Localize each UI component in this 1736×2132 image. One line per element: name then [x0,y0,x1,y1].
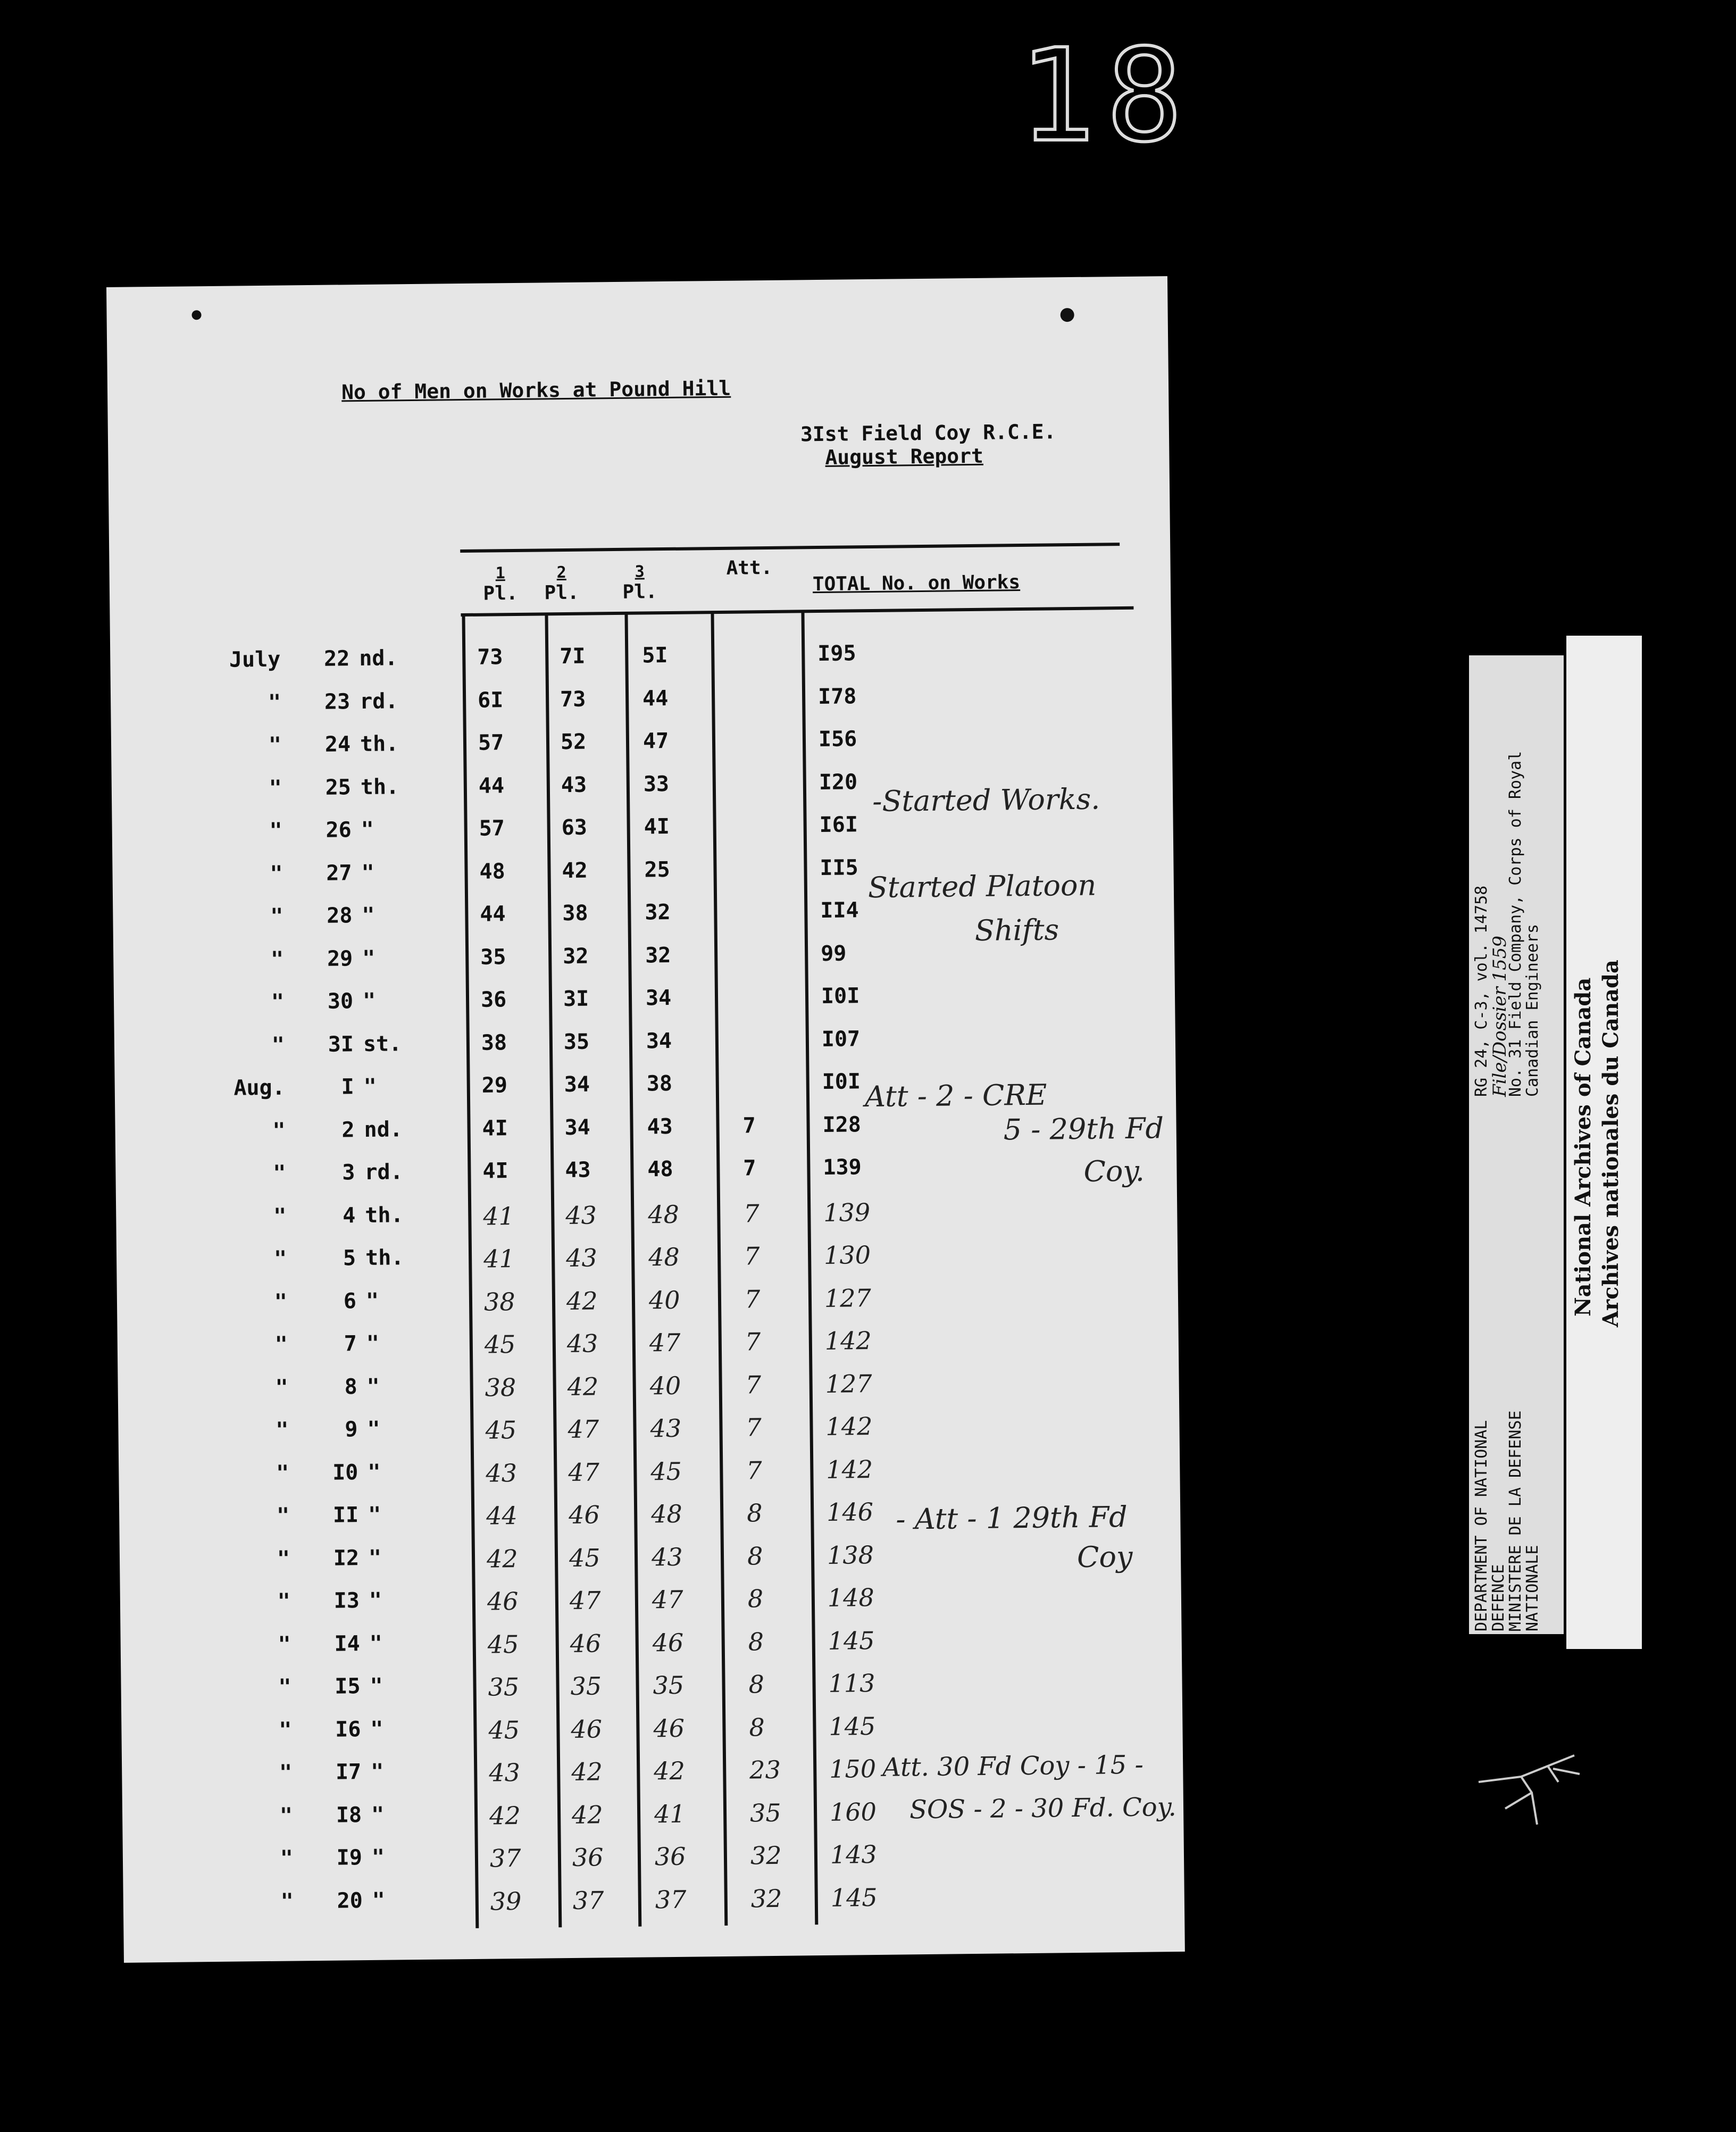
pl3-cell: 43 [651,1542,683,1571]
date-month: " [278,1675,291,1700]
frame-number: 18 [1019,21,1194,170]
pl2-cell: 34 [564,1115,590,1140]
date-day: 29 [327,946,353,971]
att-cell: 7 [745,1327,761,1356]
pl1-cell: 44 [486,1501,518,1530]
total-cell: 145 [828,1626,875,1655]
date-day: 7 [344,1331,357,1356]
date-day: 3I [328,1031,354,1057]
total-cell: I20 [819,769,858,795]
att-cell: 7 [743,1156,756,1181]
date-suffix: " [366,1331,380,1356]
date-suffix: " [370,1673,383,1698]
date-suffix: " [371,1759,384,1784]
date-suffix: " [362,946,375,971]
date-month: " [276,1503,290,1528]
date-day: 28 [326,903,353,928]
total-cell: I6I [819,812,858,838]
date-month: " [279,1760,293,1785]
pl1-cell: 39 [490,1886,522,1916]
column-header-pl1 [476,564,524,605]
column-header-pl2-label: Pl. [544,581,579,604]
pl3-cell: 33 [643,771,670,796]
pl3-cell: 45 [650,1456,682,1486]
date-suffix: " [369,1631,383,1656]
pl3-cell: 34 [646,1028,672,1053]
date-suffix: " [370,1717,383,1742]
archives-french: Archives nationales du Canada [1598,960,1623,1327]
pl3-cell: 48 [648,1200,680,1229]
pl1-cell: 6I [477,687,504,713]
pl1-cell: 43 [489,1758,521,1787]
pl3-cell: 32 [645,900,671,925]
date-month: " [273,1161,286,1186]
date-suffix: rd. [364,1160,403,1185]
pl1-cell: 35 [480,944,506,970]
att-cell: 7 [742,1113,756,1138]
date-suffix: nd. [359,646,398,671]
pl2-cell: 37 [572,1885,604,1915]
pl1-cell: 42 [486,1544,518,1573]
total-cell: 142 [825,1412,873,1441]
att-cell: 8 [748,1670,765,1699]
pl2-cell: 42 [562,858,588,883]
pl3-cell: 47 [642,728,669,754]
pl2-cell: 34 [564,1072,590,1097]
pl2-cell: 42 [571,1800,603,1829]
pl1-cell: 44 [478,773,505,798]
pl3-cell: 46 [653,1713,685,1743]
total-cell: 99 [820,940,847,966]
date-month: " [271,1032,285,1057]
date-suffix: st. [363,1031,402,1056]
column-header-att: Att. [726,556,773,579]
date-day: I6 [335,1717,361,1742]
pl2-cell: 43 [561,772,587,797]
pl1-cell: 48 [479,859,505,884]
date-month: " [280,1888,294,1914]
pl2-cell: 38 [562,901,588,926]
date-month: " [268,732,282,757]
total-cell: 142 [826,1454,873,1484]
date-month: " [278,1632,291,1657]
att-cell: 7 [746,1455,762,1485]
pl1-cell: 45 [488,1715,520,1745]
date-month: " [271,989,285,1014]
pl3-cell: 46 [652,1628,684,1657]
pl3-cell: 48 [648,1242,680,1272]
annotation-att-cre: Att - 2 - CRE [864,1078,1047,1114]
pl3-cell: 4I [644,814,670,839]
total-cell: 148 [827,1583,874,1612]
date-month: " [270,947,284,972]
punch-hole [191,310,201,320]
date-day: 4 [342,1203,356,1228]
pl3-cell: 41 [654,1799,686,1828]
pl1-cell: 46 [487,1587,519,1616]
pl3-cell: 47 [652,1585,683,1614]
date-suffix: " [368,1545,382,1570]
pl2-cell: 47 [568,1457,600,1487]
table-top-rule [460,543,1120,553]
date-suffix: nd. [364,1117,403,1142]
date-day: I5 [335,1674,361,1699]
date-day: I0 [332,1460,358,1485]
pl2-cell: 42 [567,1371,599,1401]
date-month: " [276,1418,289,1443]
total-cell: I56 [818,727,857,752]
pl1-cell: 43 [486,1458,518,1488]
pl3-cell: 48 [647,1156,673,1182]
date-day: I9 [336,1845,363,1870]
date-suffix: " [369,1588,382,1613]
pl1-cell: 42 [489,1801,521,1830]
date-suffix: th. [365,1202,404,1228]
att-cell: 7 [745,1370,762,1400]
pl1-cell: 41 [483,1201,515,1231]
pl1-cell: 45 [484,1330,516,1359]
date-month: " [273,1246,287,1271]
label-file-dossier-number: 1559 [1489,936,1510,982]
annotation-att-30th: Att. 30 Fd Coy - 15 - [882,1750,1144,1783]
report-name: August Report [825,444,984,469]
pl2-cell: 52 [560,729,587,755]
total-cell: 138 [827,1540,874,1570]
date-suffix: " [366,1374,380,1399]
total-cell: 142 [824,1326,872,1355]
annotation-att-29th-coy: - Att - 1 29th Fd [896,1500,1128,1536]
pl2-cell: 43 [565,1200,597,1230]
pl1-cell: 73 [477,645,503,670]
date-day: 5 [343,1246,356,1271]
punch-hole [1061,308,1074,322]
total-cell: I28 [822,1112,862,1137]
pl2-cell: 35 [563,1029,590,1054]
column-header-pl1-number: 1 [495,564,505,583]
pl1-cell: 41 [483,1244,515,1273]
pl2-cell: 43 [565,1157,591,1183]
total-cell: 146 [826,1497,874,1527]
table-header-rule [461,606,1133,617]
date-month: " [280,1846,294,1871]
total-cell: 139 [823,1155,862,1180]
pl3-cell: 40 [649,1371,681,1400]
pl1-cell: 44 [480,902,506,927]
label-line-4: NATIONALE [1523,1545,1542,1631]
date-day: I [341,1075,355,1100]
date-cell [216,645,461,672]
att-cell: 8 [747,1541,763,1571]
att-cell: 32 [750,1884,782,1913]
date-month: " [269,776,282,801]
pl1-cell: 38 [485,1372,516,1402]
pl2-cell: 63 [561,815,588,840]
date-suffix: " [368,1460,381,1485]
total-cell: 145 [830,1883,878,1912]
date-suffix: " [362,988,376,1014]
pl2-cell: 46 [568,1500,600,1530]
pl3-cell: 25 [644,857,670,882]
pl1-cell: 57 [478,730,504,755]
pl3-cell: 34 [645,985,672,1011]
date-month: " [274,1332,288,1357]
date-day: 3 [342,1160,355,1185]
att-cell: 7 [744,1242,760,1271]
annotation-sos-30th: SOS - 2 - 30 Fd. Coy. [909,1792,1176,1825]
date-month: July [229,647,281,672]
column-header-pl3-label: Pl. [622,581,657,603]
pl3-cell: 42 [653,1756,686,1786]
pl1-cell: 45 [487,1629,519,1659]
total-cell: I78 [817,684,857,709]
pl1-cell: 38 [483,1287,515,1317]
total-cell: 127 [824,1283,872,1313]
total-cell: I07 [821,1026,861,1052]
pl1-cell: 4I [482,1115,508,1141]
date-suffix: th. [365,1245,404,1270]
date-suffix: th. [360,774,399,799]
pl3-cell: 35 [653,1670,685,1700]
total-cell: I95 [817,641,856,667]
pl2-cell: 42 [566,1286,598,1315]
annotation-att-29th: 5 - 29th Fd [1003,1111,1164,1147]
date-suffix: th. [360,731,399,757]
pl3-cell: 38 [646,1071,673,1096]
pl2-cell: 46 [571,1714,603,1744]
pl2-cell: 47 [567,1414,599,1444]
pl1-cell: 4I [482,1159,508,1184]
pl2-cell: 43 [565,1243,597,1273]
label-reference-volume: RG 24, C-3, vol. 14758 [1472,885,1491,1097]
pl3-cell: 5I [642,643,668,668]
pl3-cell: 44 [642,686,669,711]
pl2-cell: 3I [563,986,589,1012]
date-month: " [272,1118,286,1143]
att-cell: 8 [748,1627,764,1656]
date-day: 9 [345,1417,358,1442]
column-header-total: TOTAL No. on Works [812,571,1021,596]
date-day: 20 [337,1888,363,1913]
archives-label-card [1566,636,1642,1649]
total-cell: 113 [828,1669,875,1698]
pl2-cell: 73 [560,687,586,712]
label-line-3: MINISTERE DE LA DEFENSE [1506,1410,1525,1631]
pl3-cell: 37 [655,1885,687,1914]
pl2-cell: 47 [569,1586,601,1615]
pl1-cell: 57 [479,816,505,841]
date-month: " [270,861,283,886]
pl1-cell: 35 [488,1672,520,1702]
total-cell: 150 [829,1754,877,1784]
annotation-started-works: -Started Works. [872,782,1100,818]
pl1-cell: 29 [481,1073,508,1098]
pl1-cell: 45 [485,1415,517,1445]
pl2-cell: 45 [569,1543,600,1572]
date-month: " [277,1546,290,1571]
att-cell: 8 [749,1712,765,1742]
date-day: II [332,1503,359,1528]
unit-name: 3Ist Field Coy R.C.E. [800,420,1056,446]
date-suffix: " [368,1502,381,1527]
annotation-coy-2: Coy [1076,1539,1133,1575]
total-cell: 160 [829,1797,877,1827]
column-header-pl1-label: Pl. [483,582,518,605]
date-month: " [279,1718,292,1743]
total-cell: 130 [823,1240,871,1270]
date-month: " [274,1289,288,1314]
pl2-cell: 43 [566,1329,598,1359]
total-cell: 145 [829,1711,876,1741]
date-day: 6 [343,1288,357,1313]
pl2-cell: 36 [572,1843,604,1872]
pl2-cell: 7I [560,644,586,669]
att-cell: 7 [744,1198,760,1228]
pl1-cell: 37 [489,1844,521,1873]
date-day: 2 [341,1117,355,1142]
pl1-cell: 38 [481,1030,507,1055]
att-cell: 7 [744,1284,761,1314]
label-line-2: DEFENCE [1489,1564,1508,1631]
annotation-started-platoon: Started Platoon [867,868,1097,905]
date-month: " [269,818,282,843]
att-cell: 8 [747,1584,764,1613]
date-month: " [277,1589,291,1614]
date-day: I8 [336,1802,362,1828]
column-header-pl2 [537,563,586,604]
date-suffix: " [365,1288,379,1313]
date-day: 8 [344,1374,357,1399]
date-day: 25 [325,774,352,800]
annotation-shifts: Shifts [974,913,1059,947]
column-header-pl3 [615,562,664,603]
pl2-cell: 32 [562,944,589,969]
date-month: Aug. [233,1075,286,1101]
date-suffix: " [362,903,375,928]
pl1-cell: 36 [480,987,507,1012]
date-day: I4 [334,1631,360,1656]
att-cell: 35 [749,1798,781,1827]
date-day: 24 [324,732,351,757]
date-suffix: " [371,1845,385,1870]
date-suffix: " [372,1888,386,1913]
insect-mark [1473,1745,1590,1830]
date-month: " [268,690,281,715]
date-day: 30 [327,989,354,1014]
date-suffix: " [371,1802,385,1827]
label-file-dossier-caption: File/Dossier [1489,987,1510,1097]
pl3-cell: 43 [650,1413,682,1443]
column-header-pl2-number: 2 [556,563,566,582]
att-cell: 23 [749,1755,781,1785]
pl3-cell: 47 [649,1328,681,1358]
att-cell: 32 [750,1840,782,1870]
pl3-cell: 40 [648,1285,680,1314]
total-cell: II5 [820,855,858,880]
date-suffix: " [361,817,374,843]
date-month: " [273,1204,287,1229]
date-day: I2 [333,1545,360,1571]
date-day: 23 [324,689,350,714]
total-cell: 139 [823,1197,871,1227]
date-month: " [279,1803,293,1828]
att-cell: 8 [746,1498,763,1528]
pl3-cell: 32 [645,943,671,968]
pl2-cell: 35 [570,1671,602,1701]
date-day: 22 [323,646,350,671]
date-day: I7 [335,1760,362,1785]
department-label-card [1469,655,1564,1634]
att-cell: 7 [746,1413,762,1442]
date-day: 27 [326,860,352,886]
label-unit-line-2: Canadian Engineers [1523,923,1542,1097]
date-month: " [275,1375,288,1400]
total-cell: 143 [830,1839,878,1869]
column-header-pl3-number: 3 [635,562,645,581]
label-unit-line-1: No. 31 Field Company, Corps of Royal [1506,751,1525,1097]
date-day: I3 [333,1588,360,1613]
document-title: No of Men on Works at Pound Hill [341,376,731,404]
total-cell: I0I [821,984,860,1009]
pl3-cell: 36 [654,1842,686,1871]
document-sheet [106,276,1185,1963]
pl2-cell: 46 [570,1628,602,1658]
date-month: " [270,904,283,929]
total-cell: I0I [822,1069,861,1094]
label-line-1: DEPARTMENT OF NATIONAL [1472,1420,1491,1631]
date-suffix: rd. [359,688,398,714]
pl2-cell: 42 [571,1757,603,1786]
date-suffix: " [367,1417,380,1442]
pl3-cell: 48 [650,1499,683,1529]
date-month: " [276,1461,289,1486]
total-cell: 127 [825,1369,872,1398]
annotation-coy: Coy. [1083,1154,1145,1188]
date-suffix: " [363,1074,377,1100]
date-day: 26 [326,818,352,843]
pl3-cell: 43 [647,1114,673,1139]
date-suffix: " [361,860,374,885]
archives-english: National Archives of Canada [1571,977,1596,1317]
total-cell: II4 [820,898,859,923]
